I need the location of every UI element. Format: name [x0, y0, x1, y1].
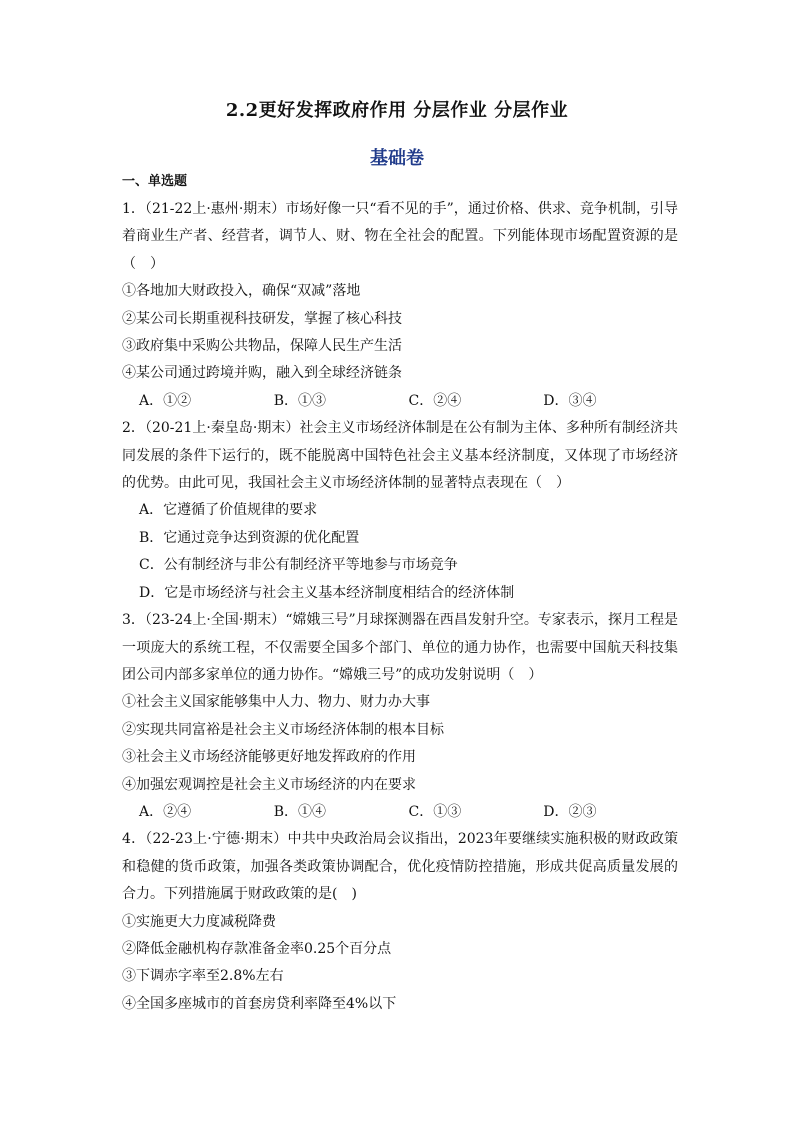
document-subtitle: 基础卷 — [370, 148, 424, 169]
statement-option: ③社会主义市场经济能够更好地发挥政府的作用 — [122, 749, 416, 766]
choice-d: D．③④ — [543, 392, 597, 409]
choice-b: B．它通过竞争达到资源的优化配置 — [139, 529, 360, 546]
question-1 — [122, 196, 678, 415]
statement-option: ④全国多座城市的首套房贷利率降至4%以下 — [122, 995, 397, 1012]
choice-b: B．①③ — [273, 392, 327, 409]
document-title: 2.2更好发挥政府作用 分层作业 分层作业 — [225, 100, 569, 121]
statement-option: ②某公司长期重视科技研发，掌握了核心科技 — [122, 310, 402, 327]
question-stem: 1．（21-22上·惠州·期末）市场好像一只“看不见的手”，通过价格、供求、竞争机制，引导着商业生产者、经营者，调节人、财、物在全社会的配置。下列能体现市场配置资源的是（ ） — [122, 201, 678, 272]
choice-a: A．①② — [139, 392, 192, 409]
choice-a: A．它遵循了价值规律的要求 — [139, 502, 318, 519]
answer-choices — [122, 799, 678, 826]
question-stem: 4．（22-23上·宁德·期末）中共中央政治局会议指出，2023年要继续实施积极的财政政策和稳健的货币政策，加强各类政策协调配合，优化疫情防控措施，形成共促高质量发展的合力。下列措施属于财政政策的是( ) — [122, 831, 678, 903]
question-3 — [122, 607, 678, 826]
statement-option: ③政府集中采购公共物品，保障人民生产生活 — [122, 338, 402, 355]
question-4 — [122, 826, 678, 1018]
statement-option: ②降低金融机构存款准备金率0.25个百分点 — [122, 940, 392, 957]
statement-option: ①实施更大力度减税降费 — [122, 913, 276, 930]
choice-c: C．公有制经济与非公有制经济平等地参与市场竞争 — [139, 557, 458, 574]
statement-option: ①各地加大财政投入，确保“双减”落地 — [122, 283, 361, 300]
choice-a: A．②④ — [139, 803, 192, 820]
choice-c: C．①③ — [408, 803, 462, 820]
question-2 — [122, 415, 678, 607]
statement-option: ③下调赤字率至2.8%左右 — [122, 968, 284, 985]
section-heading: 一、单选题 — [122, 174, 188, 189]
statement-option: ②实现共同富裕是社会主义市场经济体制的根本目标 — [122, 721, 444, 738]
choice-d: D．②③ — [543, 803, 597, 820]
choice-b: B．①④ — [273, 803, 327, 820]
question-stem: 3．（23-24上·全国·期末）“嫦娥三号”月球探测器在西昌发射升空。专家表示，探月工程是一项庞大的系统工程，不仅需要全国多个部门、单位的通力协作，也需要中国航天科技集团公司内部多家单位的通力协作。“嫦娥三号”的成功发射说明（ ） — [122, 612, 678, 683]
answer-choices — [122, 388, 678, 415]
statement-option: ④加强宏观调控是社会主义市场经济的内在要求 — [122, 776, 416, 793]
choice-d: D．它是市场经济与社会主义基本经济制度相结合的经济体制 — [139, 584, 515, 601]
choice-c: C．②④ — [408, 392, 462, 409]
question-stem: 2．（20-21上·秦皇岛·期末）社会主义市场经济体制是在公有制为主体、多种所有制经济共同发展的条件下运行的，既不能脱离中国特色社会主义基本经济制度，又体现了市场经济的优势。由此可见，我国社会主义市场经济体制的显著特点表现在（ ） — [122, 420, 678, 492]
question-list — [122, 196, 678, 1018]
statement-option: ④某公司通过跨境并购，融入到全球经济链条 — [122, 365, 402, 382]
statement-option: ①社会主义国家能够集中人力、物力、财力办大事 — [122, 694, 430, 711]
